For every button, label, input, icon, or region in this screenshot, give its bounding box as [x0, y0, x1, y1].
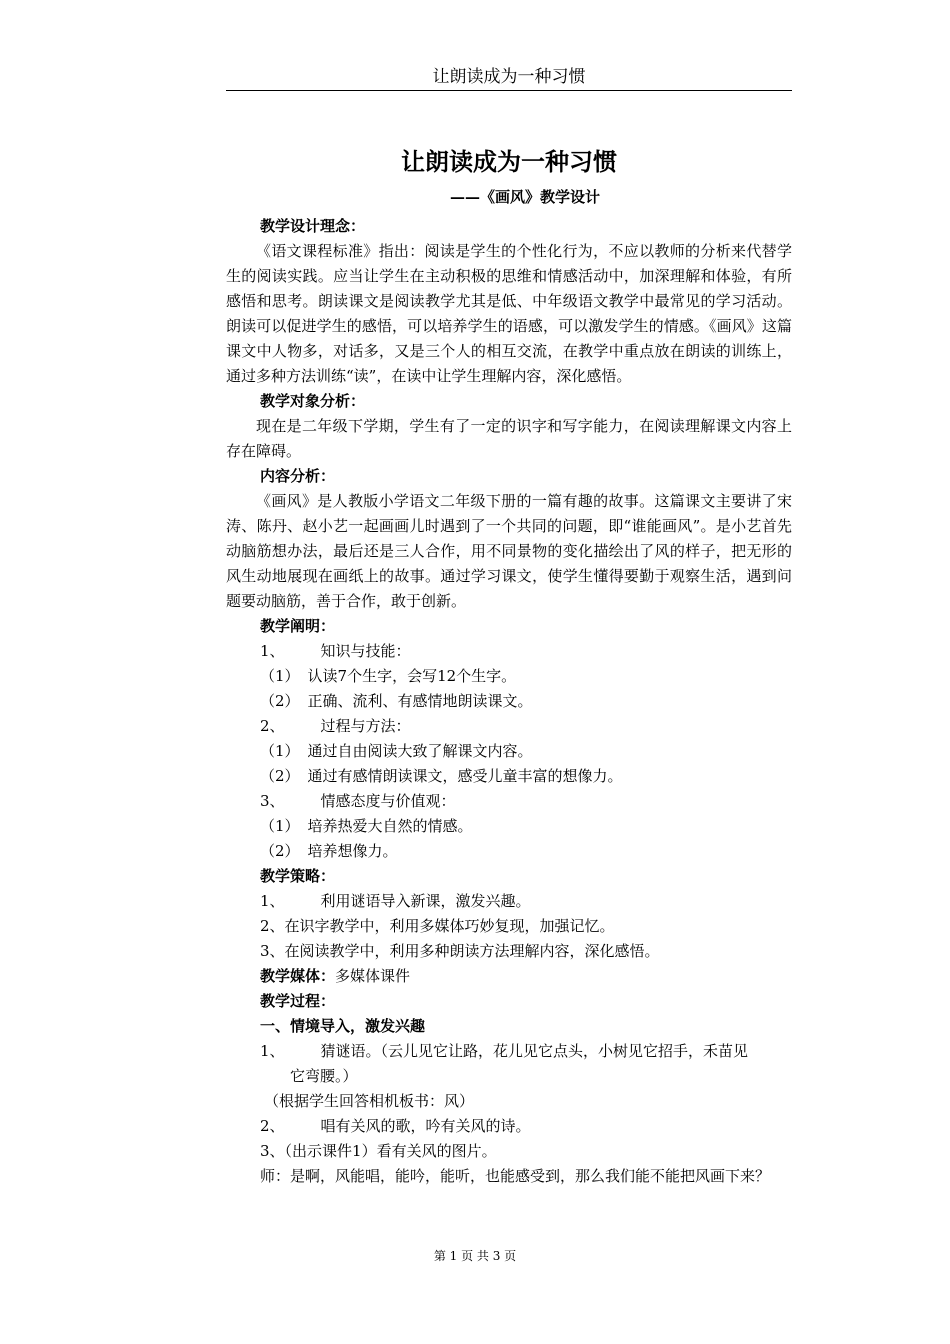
list-item-number: 3、 [260, 1142, 285, 1160]
list-item [226, 1114, 792, 1139]
section-heading-content-analysis: 内容分析： [260, 467, 336, 485]
list-item [226, 1139, 792, 1164]
list-item-text: 知识与技能： [320, 642, 411, 660]
list-item [226, 839, 792, 864]
paragraph-design-concept: 《语文课程标准》指出：阅读是学生的个性化行为，不应以教师的分析来代替学生的阅读实践。应当让学生在主动积极的思维和情感活动中，加深理解和体验，有所感悟和思考。朗读课文是阅读教学尤其是低、中年级语文教学中最常见的学习活动。朗读可以促进学生的感悟，可以培养学生的语感，可以激发学生的情感。《画风》这篇课文中人物多，对话多，又是三个人的相互交流，在教学中重点放在朗读的训练上，通过多种方法训练“读”，在读中让学生理解内容，深化感悟。 [226, 242, 792, 385]
list-item-text: 认读7个生字，会写12个生字。 [307, 667, 517, 685]
list-item [226, 889, 792, 914]
list-item [226, 939, 792, 964]
list-item [226, 689, 792, 714]
list-item-number: （1） [260, 817, 300, 835]
list-item-text: 在识字教学中，利用多媒体巧妙复现，加强记忆。 [284, 917, 615, 935]
teacher-line: 师：是啊，风能唱，能吟，能听，也能感受到，那么我们能不能把风画下来？ [260, 1167, 771, 1185]
list-item [226, 914, 792, 939]
list-item-text: 正确、流利、有感情地朗读课文。 [307, 692, 533, 710]
section-teaching-media [226, 964, 792, 989]
list-item [226, 639, 792, 664]
list-item-text: 利用谜语导入新课，激发兴趣。 [320, 892, 531, 910]
document-title: 让朗读成为一种习惯 [401, 147, 617, 176]
list-item-number: （2） [260, 767, 300, 785]
list-item-text: 培养热爱大自然的情感。 [307, 817, 473, 835]
list-item-text: 唱有关风的歌，吟有关风的诗。 [320, 1117, 531, 1135]
section-heading-student-analysis: 教学对象分析： [260, 392, 366, 410]
section-heading-design-concept: 教学设计理念： [260, 217, 366, 235]
teaching-media-value: 多媒体课件 [335, 967, 411, 985]
list-item-number: 2、 [260, 917, 285, 935]
section-heading-teaching-strategy: 教学策略： [260, 867, 336, 885]
list-item [226, 814, 792, 839]
list-item-number: 2、 [260, 717, 285, 735]
list-item [226, 789, 792, 814]
list-item-number: （2） [260, 692, 300, 710]
document-body [226, 142, 792, 1189]
list-item-text: （出示课件1）看有关风的图片。 [284, 1142, 497, 1160]
list-item [226, 714, 792, 739]
list-item-number: 3、 [260, 792, 285, 810]
running-header: 让朗读成为一种习惯 [432, 67, 586, 87]
list-item [226, 764, 792, 789]
section-heading-teaching-goals: 教学阐明： [260, 617, 336, 635]
list-item-number: 1、 [260, 1042, 285, 1060]
list-item-text: 在阅读教学中，利用多种朗读方法理解内容，深化感悟。 [284, 942, 660, 960]
list-item-number: 1、 [260, 892, 285, 910]
paragraph-student-analysis: 现在是二年级下学期，学生有了一定的识字和写字能力，在阅读理解课文内容上存在障碍。 [226, 417, 792, 460]
subsection-heading-intro: 一、情境导入，激发兴趣 [260, 1017, 426, 1035]
list-item-text: 通过自由阅读大致了解课文内容。 [307, 742, 533, 760]
paragraph-content-analysis: 《画风》是人教版小学语文二年级下册的一篇有趣的故事。这篇课文主要讲了宋涛、陈丹、赵小艺一起画画儿时遇到了一个共同的问题，即“谁能画风”。是小艺首先动脑筋想办法，最后还是三人合作，用不同景物的变化描绘出了风的样子，把无形的风生动地展现在画纸上的故事。通过学习课文，使学生懂得要勤于观察生活，遇到问题要动脑筋，善于合作，敢于创新。 [226, 492, 792, 610]
page-footer: 第 1 页 共 3 页 [433, 1249, 517, 1263]
list-item-text: 通过有感情朗读课文，感受儿童丰富的想像力。 [307, 767, 623, 785]
header-divider [226, 90, 792, 91]
note-text: （根据学生回答相机板书：风） [264, 1092, 475, 1110]
list-item-text: 培养想像力。 [307, 842, 398, 860]
list-item-number: 3、 [260, 942, 285, 960]
list-item-number: （2） [260, 842, 300, 860]
list-item [226, 664, 792, 689]
list-item-number: （1） [260, 667, 300, 685]
section-heading-teaching-media: 教学媒体： [260, 967, 336, 985]
document-subtitle: ——《画风》教学设计 [449, 188, 600, 206]
list-item-text: 猜谜语。（云儿见它让路，花儿见它点头，小树见它招手，禾苗见 [320, 1042, 749, 1060]
list-item [226, 739, 792, 764]
list-item-text: 情感态度与价值观： [320, 792, 456, 810]
list-item-number: 1、 [260, 642, 285, 660]
list-item-text: 过程与方法： [320, 717, 411, 735]
list-item-number: 2、 [260, 1117, 285, 1135]
list-item [226, 1039, 792, 1064]
section-heading-teaching-process: 教学过程： [260, 992, 336, 1010]
list-item-continuation: 它弯腰。） [290, 1067, 358, 1085]
list-item-number: （1） [260, 742, 300, 760]
